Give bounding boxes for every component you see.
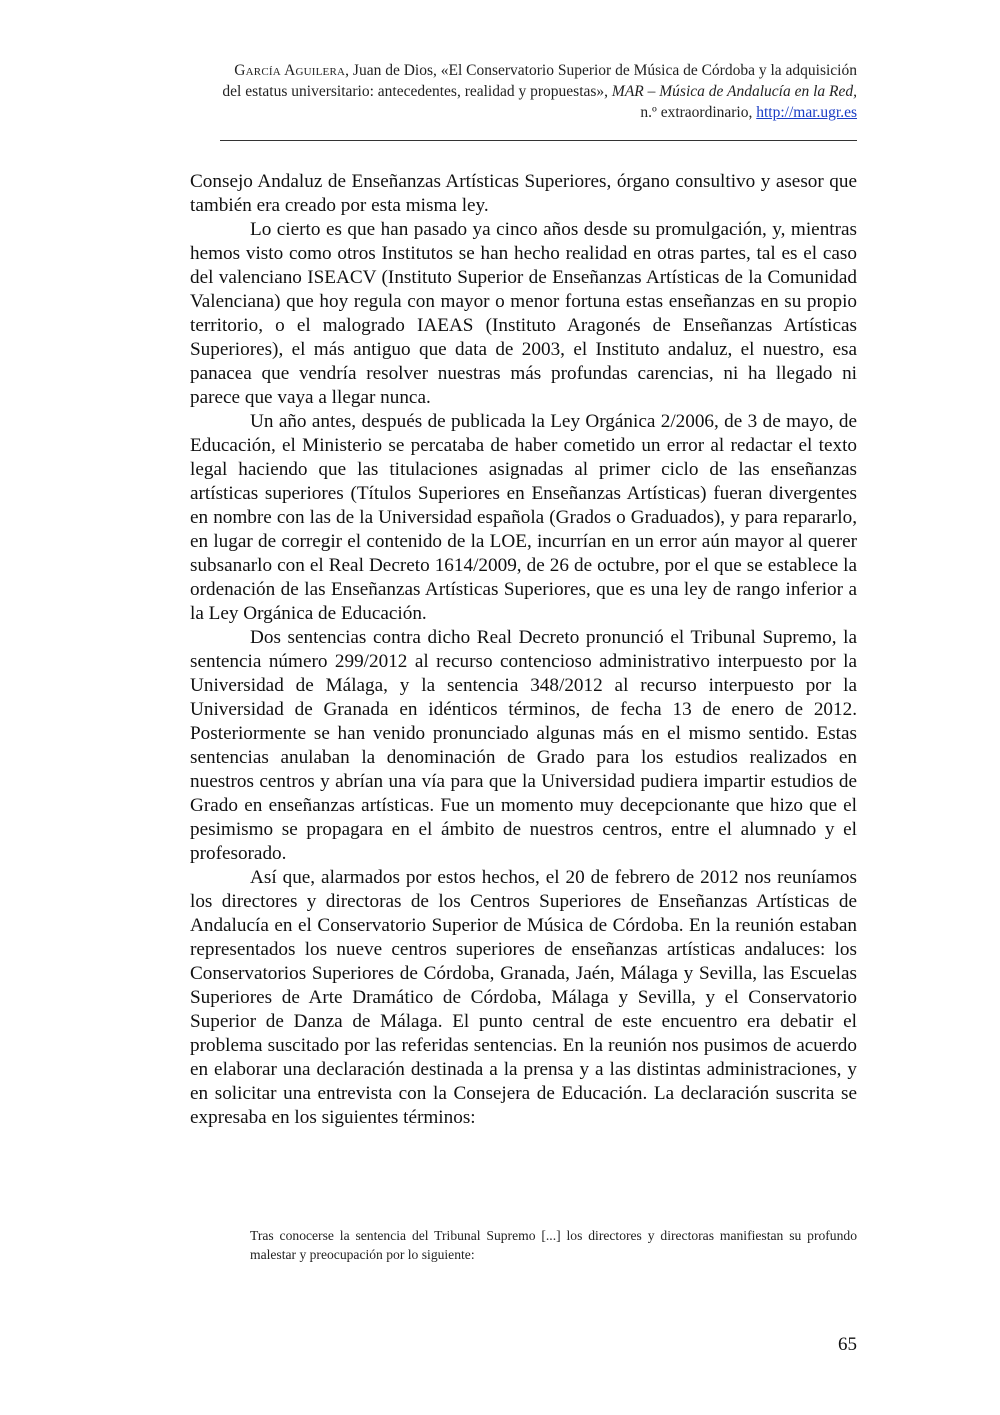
block-quote: Tras conocerse la sentencia del Tribunal Supremo [...] los directores y directoras manifiestan su profundo malestar y preocupación por lo siguiente: [250,1228,857,1262]
main-text [190,170,857,1130]
running-header [215,60,857,123]
paragraph: Dos sentencias contra dicho Real Decreto pronunció el Tribunal Supremo, la sentencia número 299/2012 al recurso contencioso administrativo interpuesto por la Universidad de Málaga, y la sentencia 348/2012 al recurso interpuesto por la Universidad de Granada en idénticos términos, de fecha 13 de enero de 2012. Posteriormente se han venido pronunciado algunas más en el mismo sentido. Estas sentencias anulaban la denominación de Grado para los estudios realizados en nuestros centros y abrían una vía para que la Universidad pudiera impartir estudios de Grado en enseñanzas artísticas. Fue un momento muy decepcionante que hizo que el pesimismo se propagara en el ámbito de nuestros centros, entre el alumnado y el profesorado. [190,627,857,864]
header-author: García Aguilera [234,62,346,79]
header-issue: n.º extraordinario, [640,104,757,121]
page-number: 65 [838,1334,857,1355]
header-url-link[interactable]: http://mar.ugr.es [756,104,857,121]
paragraph: Lo cierto es que han pasado ya cinco años desde su promulgación, y, mientras hemos visto como otros Institutos se han hecho realidad en otras partes, tal es el caso del valenciano ISEACV (Instituto Superior de Enseñanzas Artísticas de la Comunidad Valenciana) que hoy regula con mayor o menor fortuna estas enseñanzas en su propio territorio, o el malogrado IAEAS (Instituto Aragonés de Enseñanzas Artísticas Superiores), el más antiguo que data de 2003, el Instituto andaluz, el nuestro, esa panacea que vendría resolver nuestras más profundas carencias, ni ha llegado ni parece que vaya a llegar nunca. [190,219,857,408]
paragraph: Un año antes, después de publicada la Ley Orgánica 2/2006, de 3 de mayo, de Educación, el Ministerio se percataba de haber cometido un error al redactar el texto legal haciendo que las titulaciones asignadas al primer ciclo de las enseñanzas artísticas superiores (Títulos Superiores en Enseñanzas Artísticas) fueran divergentes en nombre con las de la Universidad española (Grados o Graduados), y para repararlo, en lugar de corregir el contenido de la LOE, incurrían en un error aún mayor al querer subsanarlo con el Real Decreto 1614/2009, de 26 de octubre, por el que se establece la ordenación de las Enseñanzas Artísticas Superiores, que es una ley de rango inferior a la Ley Orgánica de Educación. [190,411,857,624]
paragraph: Así que, alarmados por estos hechos, el 20 de febrero de 2012 nos reuníamos los directores y directoras de los Centros Superiores de Enseñanzas Artísticas de Andalucía en el Conservatorio Superior de Música de Córdoba. En la reunión estaban representados los nueve centros superiores de enseñanzas artísticas andaluces: los Conservatorios Superiores de Córdoba, Granada, Jaén, Málaga y Sevilla, las Escuelas Superiores de Arte Dramático de Córdoba, Málaga y Sevilla, y el Conservatorio Superior de Danza de Málaga. El punto central de este encuentro era debatir el problema suscitado por las referidas sentencias. En la reunión nos pusimos de acuerdo en elaborar una declaración destinada a la prensa y a las distintas administraciones, y en solicitar una entrevista con la Consejera de Educación. La declaración suscrita se expresaba en los siguientes términos: [190,867,857,1128]
header-journal: MAR – Música de Andalucía en la Red, [611,83,857,100]
paragraph: Consejo Andaluz de Enseñanzas Artísticas Superiores, órgano consultivo y asesor que también era creado por esta misma ley. [190,171,857,216]
header-divider [220,140,857,141]
header-citation: , Juan de Dios, «El Conservatorio Superior de Música de Córdoba y la adquisición del estatus universitario: antecedentes, realidad y propuestas», [222,62,857,100]
